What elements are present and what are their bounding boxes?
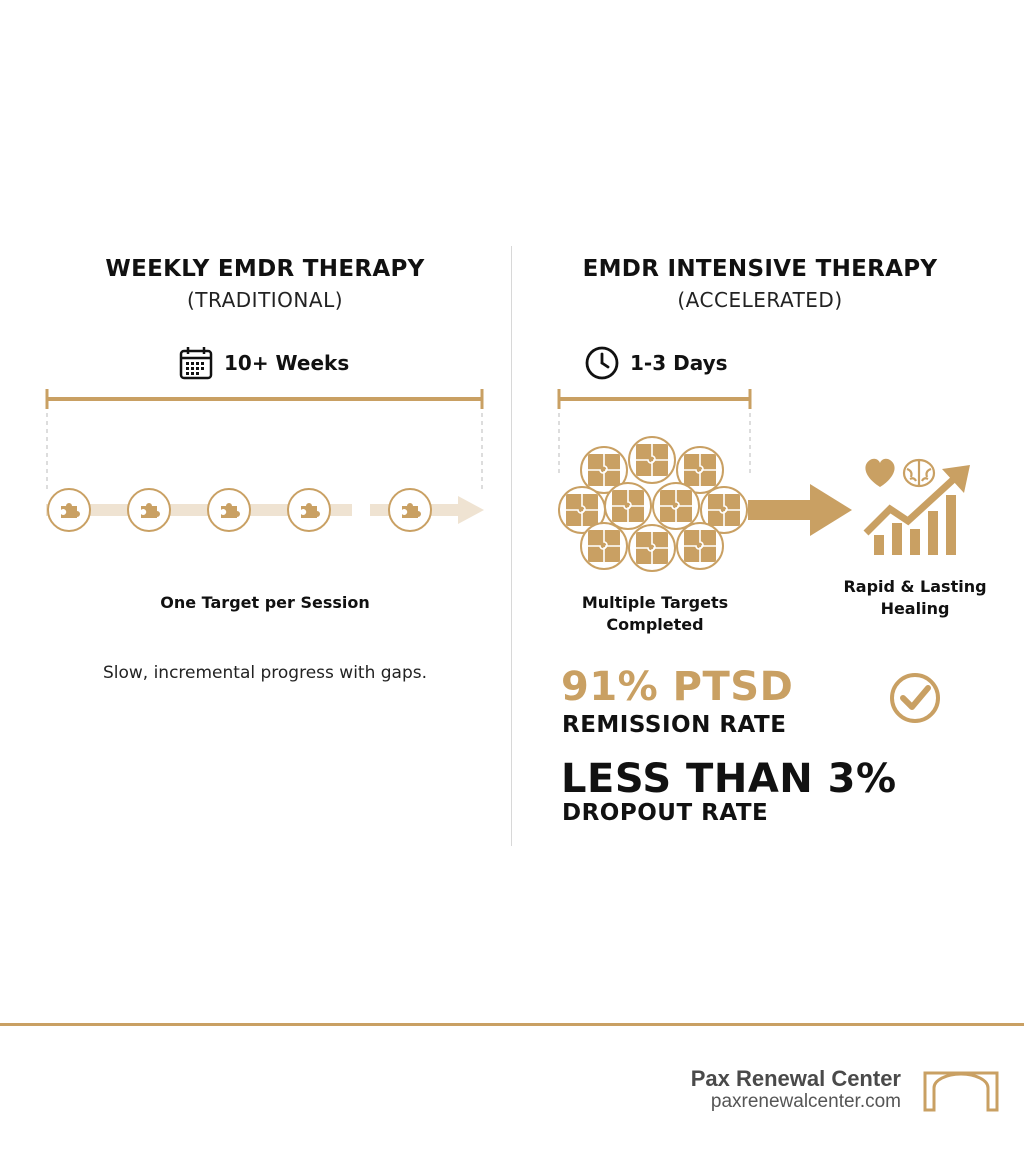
calendar-icon — [178, 345, 214, 381]
session-node — [388, 488, 432, 532]
left-caption: One Target per Session — [160, 593, 370, 612]
outcome-caption-line1: Rapid & Lasting — [843, 577, 987, 596]
remission-stat-label: REMISSION RATE — [562, 712, 787, 738]
puzzle-icon — [298, 499, 320, 521]
footer-rule — [0, 1023, 1024, 1026]
left-duration — [178, 345, 349, 381]
column-divider — [511, 246, 512, 846]
right-duration-label: 1-3 Days — [630, 351, 728, 375]
brand-name: Pax Renewal Center — [690, 1066, 901, 1091]
left-duration-label: 10+ Weeks — [224, 351, 350, 375]
target-cluster — [552, 434, 757, 579]
puzzle-icon — [399, 499, 421, 521]
outcome-caption-line2: Healing — [880, 599, 950, 618]
remission-stat-value: 91% PTSD — [561, 664, 794, 710]
session-node — [47, 488, 91, 532]
check-circle-icon — [888, 671, 942, 725]
puzzle-icon — [138, 499, 160, 521]
healing-growth-graphic — [860, 455, 975, 560]
brand-logo-icon — [922, 1070, 1000, 1112]
session-node — [207, 488, 251, 532]
track-gap — [352, 500, 370, 520]
dropout-stat-label: DROPOUT RATE — [562, 800, 769, 826]
session-node — [287, 488, 331, 532]
session-node — [127, 488, 171, 532]
brand-url: paxrenewalcenter.com — [710, 1091, 901, 1112]
dropout-stat-value: LESS THAN 3% — [561, 756, 897, 802]
clock-icon — [584, 345, 620, 381]
right-title: EMDR INTENSIVE THERAPY — [582, 256, 938, 282]
progress-arrow — [748, 484, 854, 536]
cluster-caption-line2: Completed — [606, 615, 704, 634]
puzzle-icon — [218, 499, 240, 521]
left-timeline-bracket — [40, 385, 490, 495]
brain-icon — [904, 460, 934, 486]
cluster-caption — [555, 592, 755, 636]
heart-icon — [865, 459, 894, 487]
left-note: Slow, incremental progress with gaps. — [102, 663, 428, 683]
right-subtitle: (ACCELERATED) — [677, 288, 843, 312]
cluster-caption-line1: Multiple Targets — [581, 593, 729, 612]
right-duration — [584, 345, 728, 381]
left-subtitle: (TRADITIONAL) — [186, 288, 344, 312]
puzzle-icon — [58, 499, 80, 521]
outcome-caption — [835, 576, 995, 620]
left-title: WEEKLY EMDR THERAPY — [105, 256, 425, 282]
track-arrowhead — [458, 496, 484, 524]
